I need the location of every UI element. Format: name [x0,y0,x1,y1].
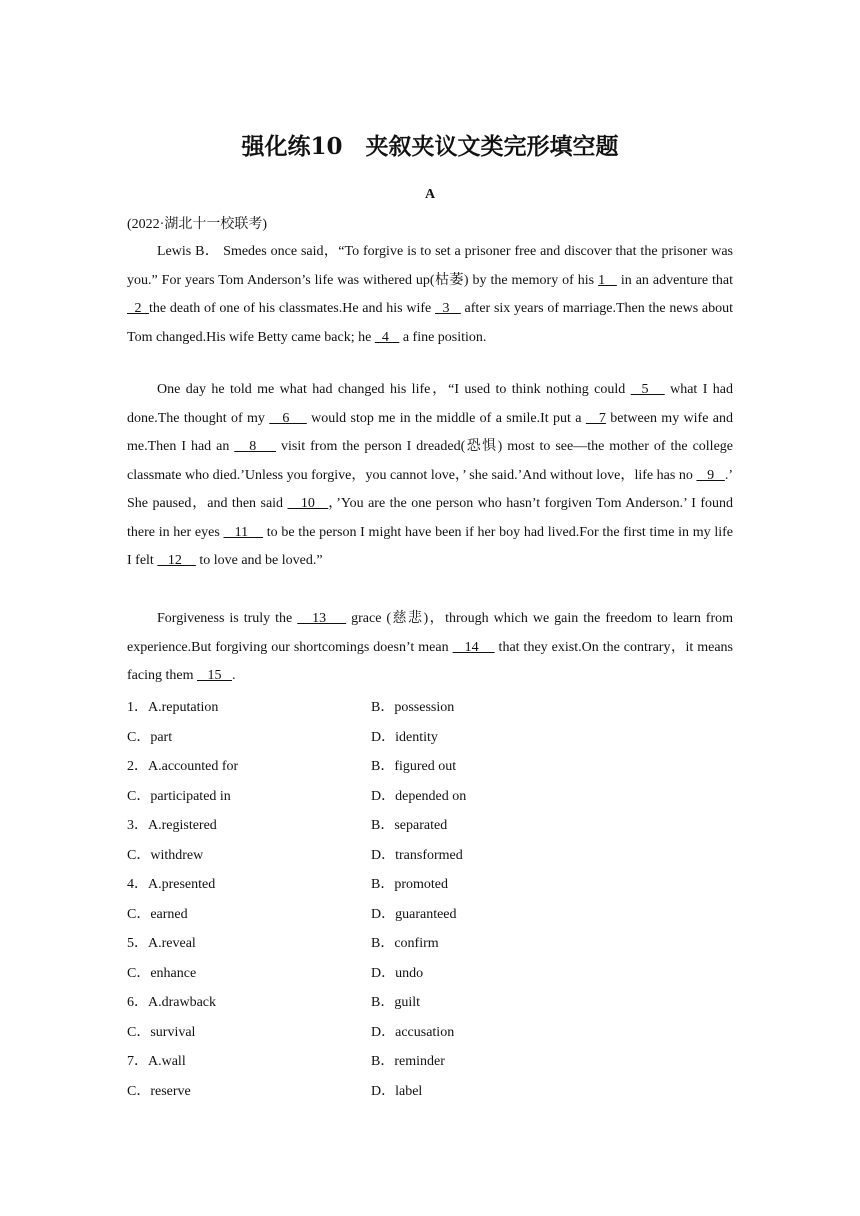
passage-paragraph-3: Forgiveness is truly the 13 grace (慈悲)，through which we gain the freedom to learn from experience.But forgiving our shortcomings doesn’t mean 14 that they exist.On the contrary，it means facing them 15 . [127,611,734,683]
blank-11: 11 [223,524,264,540]
option-right: B．reminder [371,1054,445,1069]
option-right: D．undo [371,966,424,981]
blank-13: 13 [297,611,347,626]
blank-15: 15 [196,668,232,683]
passage-paragraph-2: One day he told me what had changed his life，“I used to think nothing could 5 what I had done.The thought of my 6 would stop me in the middle of a smile.It put a 7 between my wife and me.Then I had an 8 visit from the person I dreaded(恐惧) most to see—the mother of the college classmate who died.’Unless you forgive，you cannot love，’ she said.’And without love，life has no 9 .’ She paused，and then said 10 ，’You are the one person who hasn’t forgiven Tom Anderson.’ I found there in her eyes 11 to be the person I might have been if her boy had lived.For the first time in my life I felt 12 to love and be loved.” [127,382,734,568]
option-right: B．separated [371,818,448,833]
option-left: C．part [127,730,173,745]
option-right: D．guaranteed [371,907,457,922]
option-left: C．participated in [127,789,231,804]
option-left: 4．A.presented [127,877,216,892]
option-right: D．accusation [371,1025,455,1040]
section-heading: A [424,187,436,202]
option-right: D．label [371,1084,423,1099]
option-left: C．survival [127,1025,196,1040]
option-right: B．confirm [371,936,439,951]
option-right: D．transformed [371,848,463,863]
option-right: D．depended on [371,789,467,804]
source-note: (2022·湖北十一校联考) [127,217,267,232]
blank-4: 4 [374,329,400,345]
blank-10: 10 [287,496,329,511]
page-title: 强化练10 夹叙夹议文类完形填空题 [241,133,619,160]
option-right: B．promoted [371,877,448,892]
blank-14: 14 [452,639,495,655]
blank-9: 9 [696,467,725,483]
blank-12: 12 [157,553,196,568]
option-left: 3．A.registered [127,818,217,833]
option-left: 1．A.reputation [127,700,219,715]
option-left: 5．A.reveal [127,936,196,951]
blank-7: 7 [585,410,606,426]
option-left: C．earned [127,907,188,922]
option-right: B．figured out [371,759,457,774]
blank-3: 3 [435,301,461,316]
option-left: 7．A.wall [127,1054,186,1069]
option-left: 6．A.drawback [127,995,217,1010]
blank-5: 5 [630,382,665,397]
option-right: B．possession [371,700,455,715]
option-right: D．identity [371,730,438,745]
blank-2: 2 [127,301,150,316]
blank-6: 6 [269,410,307,426]
passage-paragraph-1: Lewis B． Smedes once said，“To forgive is to set a prisoner free and discover that the prisoner was you.” For years Tom Anderson’s life was withered up(枯萎) by the memory of his 1 in an adventure that 2 the death of one of his classmates.He and his wife 3 after six years of marriage.Then the news about Tom changed.His wife Betty came back; he 4 a fine position. [127,244,734,345]
option-left: C．withdrew [127,848,204,863]
blank-1: 1 [598,272,617,288]
option-left: C．reserve [127,1084,191,1099]
option-right: B．guilt [371,995,421,1010]
option-left: C．enhance [127,966,197,981]
blank-8: 8 [234,439,277,454]
option-left: 2．A.accounted for [127,759,239,774]
